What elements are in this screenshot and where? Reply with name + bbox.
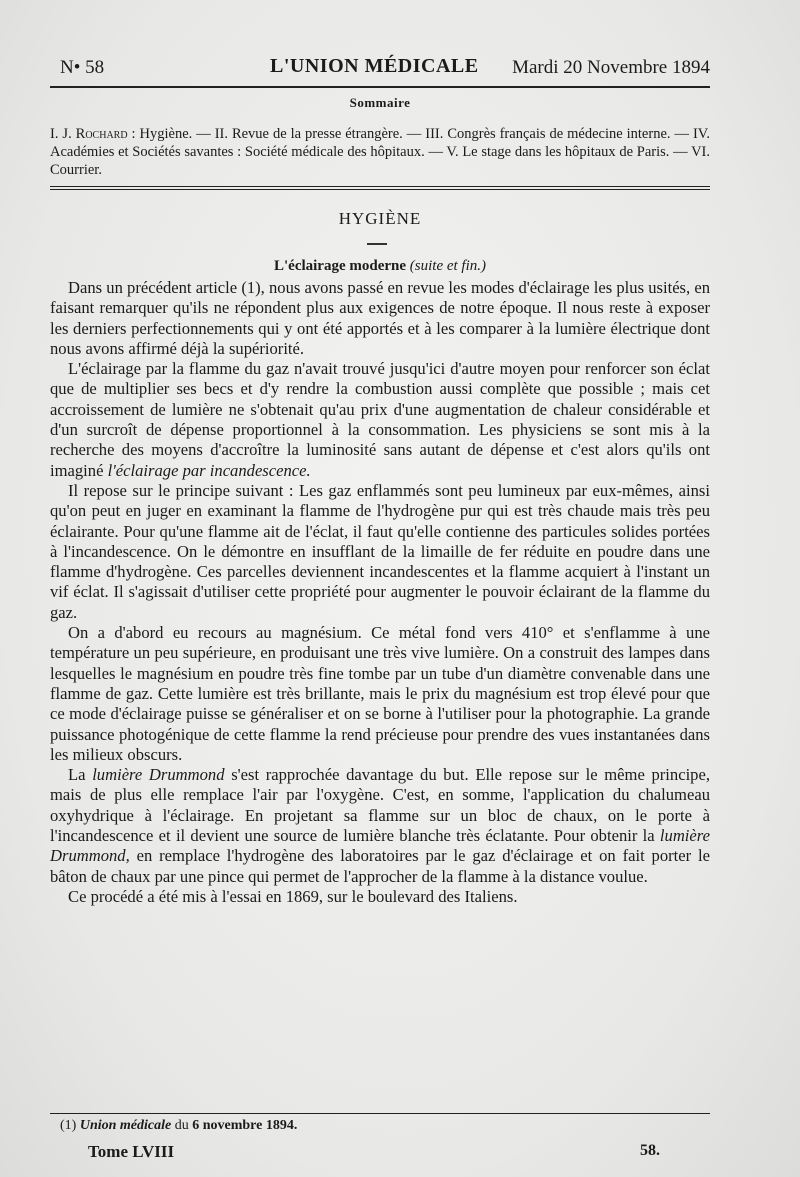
paragraph-5-italic-2: lumière Drummond,: [50, 826, 710, 866]
paragraph-2: [50, 359, 710, 481]
paragraph-5-text-a: s'est rapprochée davantage du but. Elle repose sur le même principe, mais de plus elle remplace l'air par l'oxygène. C'est, en somme, l'application du chalumeau oxyhydrique à l'éclairage. En projetant sa flamme sur un bloc de chaux, on le porte à l'incandescence et il devient une source de lumière blanche très éclatante. Pour obtenir la: [50, 765, 710, 846]
sommaire-contents: : Hygiène. — II. Revue de la presse étrangère. — III. Congrès français de médecine interne. — IV. Académies et Sociétés savantes : Société médicale des hôpitaux. — V. Le stage dans les hôpitaux de Paris. — VI. Courrier.: [50, 126, 711, 178]
paragraph-5: [50, 765, 710, 887]
sommaire-author: I. J. Rochard: [50, 126, 128, 142]
paragraph-2-italic: l'éclairage par incandescence.: [107, 460, 311, 480]
footnote-marker: (1): [60, 1118, 77, 1133]
paragraph-3: Il repose sur le principe suivant : Les gaz enflammés sont peu lumineux par eux-mêmes, ainsi qu'on peut en juger en examinant la flamme de l'hydrogène pur qui est très chaude mais très peu éclairante. Pour qu'une flamme ait de l'éclat, il faut qu'elle contienne des particules solides portées à l'incandescence. On le démontre en insufflant de la limaille de fer réduite en poudre dans une flamme d'hydrogène. Ces parcelles deviennent incandescentes et la flamme acquiert à l'instant un vif éclat. Il s'agissait d'utiliser cette propriété pour augmenter le pouvoir éclairant de la flamme du gaz.: [50, 480, 710, 622]
paragraph-2-text: L'éclairage par la flamme du gaz n'avait trouvé jusqu'ici d'autre moyen pour renforcer son éclat que de multiplier ses becs et d'y rendre la combustion aussi complète que possible ; mais cet accroissement de lumière ne s'obtenait qu'au prix d'une augmentation de chaleur considérable et d'un surcroît de dépense proportionnel à la consommation. Les physiciens se sont mis à la recherche des moyens d'accroître la luminosité sans autant de dépense et c'est alors qu'ils ont imaginé: [50, 359, 710, 480]
article-subtitle: [0, 258, 760, 275]
paragraph-5-pre: La: [68, 765, 86, 785]
sommaire-title: Sommaire: [349, 95, 411, 110]
section-title: HYGIÈNE: [338, 209, 422, 228]
footnote-date: 6 novembre 1894.: [192, 1118, 298, 1133]
issue-date: Mardi 20 Novembre 1894: [512, 57, 710, 78]
sommaire-rule: [50, 186, 710, 190]
footnote-journal: Union médicale: [79, 1118, 172, 1133]
page-number: 58.: [640, 1142, 660, 1159]
tome-label: Tome LVIII: [88, 1142, 175, 1161]
header-rule: [50, 86, 710, 88]
journal-title: L'UNION MÉDICALE: [270, 55, 479, 77]
paragraph-5-italic-1: lumière Drummond: [92, 765, 225, 785]
article-body: [50, 278, 710, 907]
footnote: [60, 1118, 700, 1134]
sommaire-text: [50, 125, 710, 179]
paragraph-1: Dans un précédent article (1), nous avons passé en revue les modes d'éclairage les plus usités, en faisant remarquer qu'ils ne répondent plus aux exigences de notre époque. Il nous reste à exposer les derniers perfectionnements qui y ont été apportés et à les comparer à la lumière électrique dont nous avons affirmé déjà la supériorité.: [50, 278, 710, 358]
footnote-text: du: [174, 1118, 189, 1133]
footnote-rule: [50, 1113, 710, 1114]
paragraph-6: Ce procédé a été mis à l'essai en 1869, sur le boulevard des Italiens.: [68, 886, 518, 906]
issue-number: N• 58: [60, 57, 105, 78]
title-dash: [367, 243, 387, 245]
subtitle-main: L'éclairage moderne: [273, 258, 407, 274]
subtitle-note: (suite et fin.): [409, 258, 487, 274]
paragraph-5-text-b: en remplace l'hydrogène des laboratoires par le gaz d'éclairage et on fait porter le bâton de chaux par une pince qui permet de l'approcher de la flamme à la distance voulue.: [50, 846, 710, 886]
paragraph-4: On a d'abord eu recours au magnésium. Ce métal fond vers 410° et s'enflamme à une température un peu supérieure, en produisant une très vive lumière. On a construit des lampes dans lesquelles le magnésium en poudre très fine tombe par un tube d'un diamètre convenable dans une flamme de gaz. Cette lumière est très brillante, mais le prix du magnésium est trop élevé pour que ce mode d'éclairage puisse se généraliser et on se borne à l'utiliser pour la photographie. La grande puissance photogénique de cette flamme la rend précieuse pour prendre des vues instantanées dans les milieux obscurs.: [50, 623, 710, 764]
page-header: [60, 55, 710, 85]
